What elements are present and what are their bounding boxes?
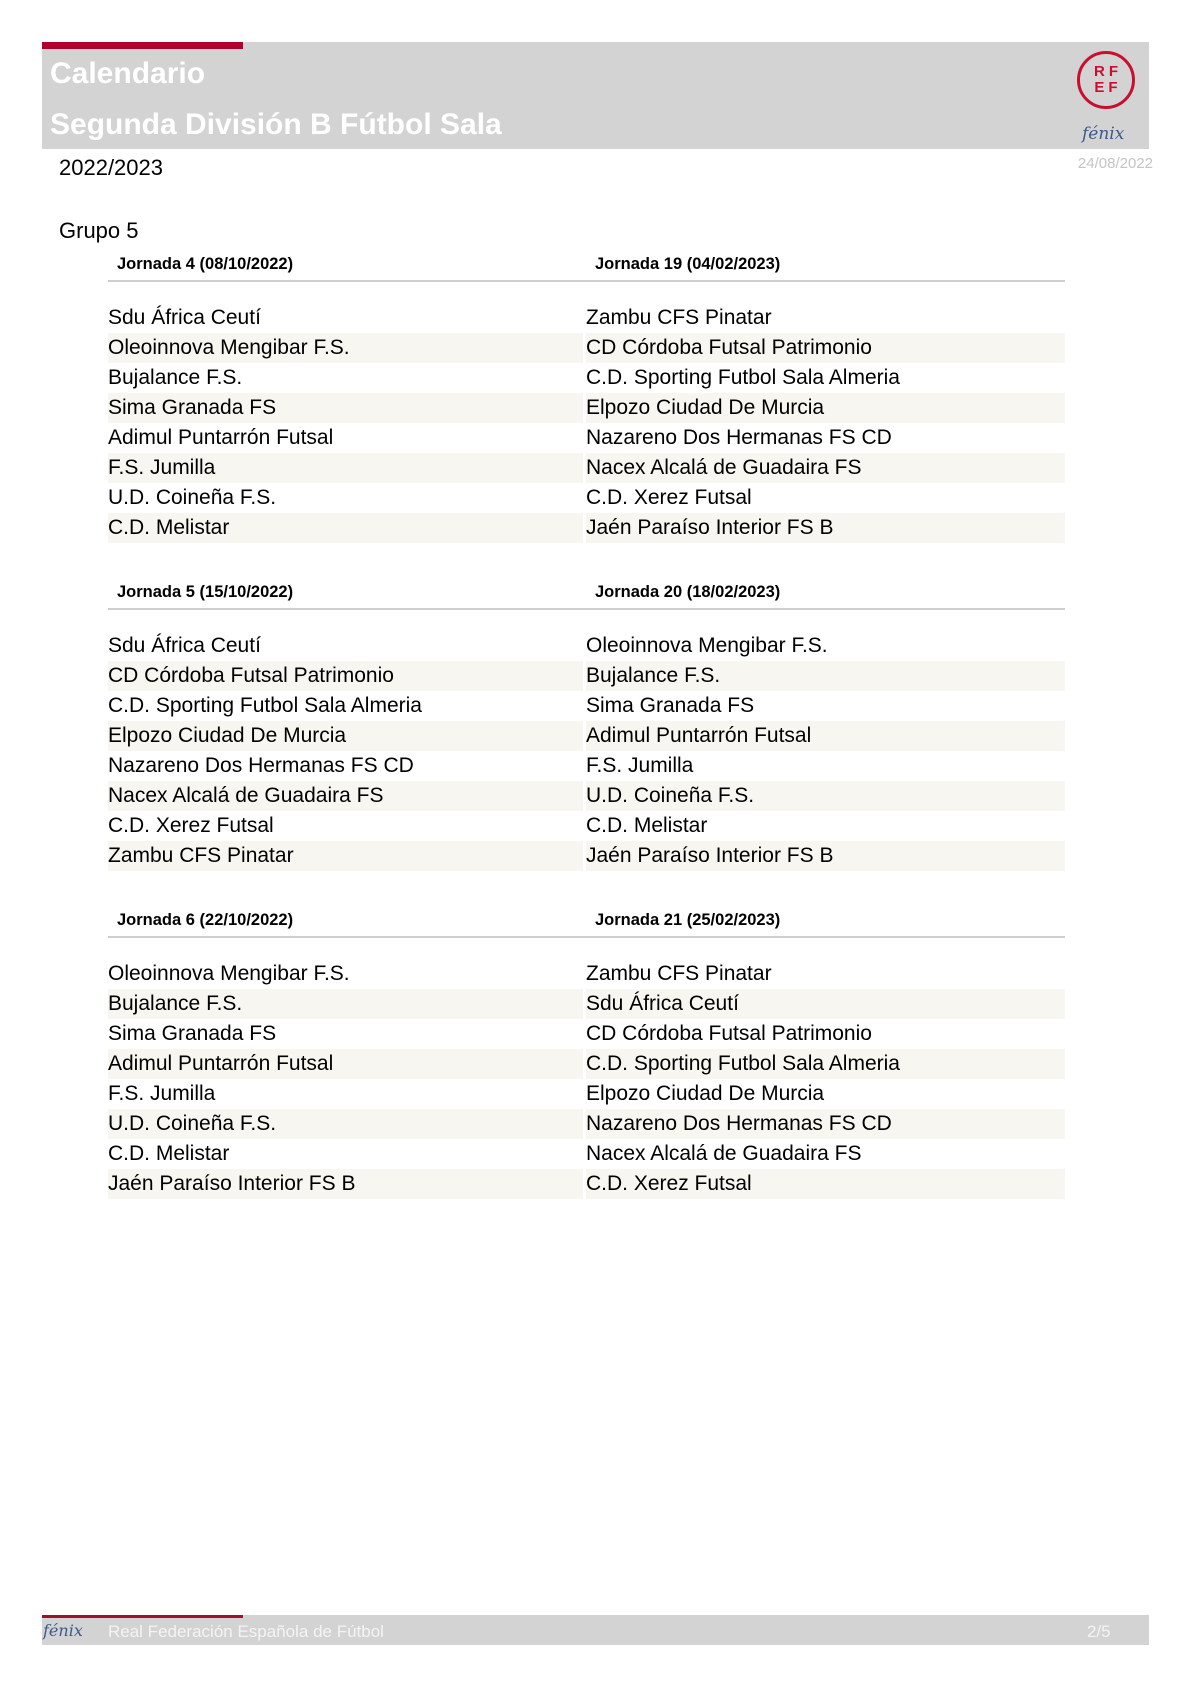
page-title: Calendario bbox=[50, 57, 206, 90]
match-list bbox=[108, 631, 1065, 871]
away-team: C.D. Sporting Futbol Sala Almeria bbox=[586, 1049, 1065, 1079]
match-row bbox=[108, 1169, 1065, 1199]
home-team: Sima Granada FS bbox=[108, 1022, 277, 1045]
home-team: Oleoinnova Mengibar F.S. bbox=[108, 962, 350, 985]
jornada-title-second-leg: Jornada 19 (04/02/2023) bbox=[595, 255, 781, 273]
away-team: Nacex Alcalá de Guadaira FS bbox=[586, 1142, 862, 1165]
jornada-block bbox=[108, 908, 1065, 1199]
fenix-footer-logo: fénix bbox=[43, 1621, 83, 1640]
competition-title: Segunda División B Fútbol Sala bbox=[50, 108, 502, 141]
match-row bbox=[108, 1139, 1065, 1169]
match-row bbox=[108, 1049, 1065, 1079]
rfef-logo-icon bbox=[1077, 51, 1135, 109]
home-team: Bujalance F.S. bbox=[108, 366, 243, 389]
home-team: Adimul Puntarrón Futsal bbox=[108, 1049, 583, 1079]
page-number: 2/5 bbox=[1087, 1622, 1111, 1641]
jornada-title-first-leg: Jornada 6 (22/10/2022) bbox=[117, 911, 294, 929]
home-team: F.S. Jumilla bbox=[108, 1082, 216, 1105]
match-row bbox=[108, 989, 1065, 1019]
home-team: Bujalance F.S. bbox=[108, 989, 583, 1019]
home-team: Elpozo Ciudad De Murcia bbox=[108, 721, 583, 751]
header-accent-stripe bbox=[42, 42, 243, 49]
match-row bbox=[108, 781, 1065, 811]
home-team: C.D. Sporting Futbol Sala Almeria bbox=[108, 694, 422, 717]
match-row bbox=[108, 333, 1065, 363]
match-row bbox=[108, 453, 1065, 483]
away-team: U.D. Coineña F.S. bbox=[586, 781, 1065, 811]
away-team: Zambu CFS Pinatar bbox=[586, 306, 772, 329]
jornada-header bbox=[108, 908, 1065, 938]
away-team: Jaén Paraíso Interior FS B bbox=[586, 841, 1065, 871]
away-team: Elpozo Ciudad De Murcia bbox=[586, 1082, 825, 1105]
home-team: Zambu CFS Pinatar bbox=[108, 841, 583, 871]
home-team: Oleoinnova Mengibar F.S. bbox=[108, 333, 583, 363]
match-row bbox=[108, 841, 1065, 871]
away-team: Sima Granada FS bbox=[586, 694, 755, 717]
match-list bbox=[108, 959, 1065, 1199]
group-label: Grupo 5 bbox=[59, 218, 139, 243]
match-row bbox=[108, 959, 1065, 989]
fenix-logo: fénix bbox=[1082, 124, 1125, 144]
logo-text-bottom: EF bbox=[1094, 79, 1122, 96]
match-row bbox=[108, 691, 1065, 721]
match-row bbox=[108, 1109, 1065, 1139]
away-team: C.D. Xerez Futsal bbox=[586, 486, 752, 509]
away-team: Bujalance F.S. bbox=[586, 661, 1065, 691]
jornada-block bbox=[108, 252, 1065, 543]
home-team: F.S. Jumilla bbox=[108, 453, 583, 483]
jornada-block bbox=[108, 580, 1065, 871]
away-team: C.D. Sporting Futbol Sala Almeria bbox=[586, 366, 900, 389]
jornada-title-first-leg: Jornada 4 (08/10/2022) bbox=[117, 255, 294, 273]
away-team: CD Córdoba Futsal Patrimonio bbox=[586, 333, 1065, 363]
home-team: Jaén Paraíso Interior FS B bbox=[108, 1169, 583, 1199]
print-date: 24/08/2022 bbox=[1077, 155, 1153, 172]
jornada-header bbox=[108, 252, 1065, 282]
away-team: Adimul Puntarrón Futsal bbox=[586, 721, 1065, 751]
home-team: C.D. Melistar bbox=[108, 513, 583, 543]
home-team: Sima Granada FS bbox=[108, 393, 583, 423]
away-team: Jaén Paraíso Interior FS B bbox=[586, 513, 1065, 543]
home-team: Nacex Alcalá de Guadaira FS bbox=[108, 781, 583, 811]
away-team: F.S. Jumilla bbox=[586, 754, 694, 777]
jornada-title-first-leg: Jornada 5 (15/10/2022) bbox=[117, 583, 294, 601]
home-team: U.D. Coineña F.S. bbox=[108, 486, 277, 509]
match-row bbox=[108, 513, 1065, 543]
away-team: CD Córdoba Futsal Patrimonio bbox=[586, 1022, 872, 1045]
home-team: Sdu África Ceutí bbox=[108, 306, 261, 329]
footer-accent-stripe bbox=[42, 1615, 243, 1618]
away-team: Nacex Alcalá de Guadaira FS bbox=[586, 453, 1065, 483]
logo-text-top: RF bbox=[1094, 63, 1122, 80]
away-team: Oleoinnova Mengibar F.S. bbox=[586, 634, 828, 657]
match-list bbox=[108, 303, 1065, 543]
away-team: Elpozo Ciudad De Murcia bbox=[586, 393, 1065, 423]
home-team: Sdu África Ceutí bbox=[108, 634, 261, 657]
match-row bbox=[108, 721, 1065, 751]
away-team: Zambu CFS Pinatar bbox=[586, 962, 772, 985]
away-team: Nazareno Dos Hermanas FS CD bbox=[586, 1109, 1065, 1139]
away-team: Nazareno Dos Hermanas FS CD bbox=[586, 426, 892, 449]
jornada-title-second-leg: Jornada 21 (25/02/2023) bbox=[595, 911, 781, 929]
match-row bbox=[108, 393, 1065, 423]
away-team: C.D. Xerez Futsal bbox=[586, 1169, 1065, 1199]
match-row bbox=[108, 631, 1065, 661]
match-row bbox=[108, 1019, 1065, 1049]
match-row bbox=[108, 1079, 1065, 1109]
federation-name: Real Federación Española de Fútbol bbox=[108, 1622, 384, 1641]
home-team: Adimul Puntarrón Futsal bbox=[108, 426, 334, 449]
match-row bbox=[108, 661, 1065, 691]
jornada-header bbox=[108, 580, 1065, 610]
match-row bbox=[108, 303, 1065, 333]
match-row bbox=[108, 483, 1065, 513]
match-row bbox=[108, 751, 1065, 781]
home-team: U.D. Coineña F.S. bbox=[108, 1109, 583, 1139]
jornada-title-second-leg: Jornada 20 (18/02/2023) bbox=[595, 583, 781, 601]
away-team: Sdu África Ceutí bbox=[586, 989, 1065, 1019]
match-row bbox=[108, 811, 1065, 841]
match-row bbox=[108, 363, 1065, 393]
away-team: C.D. Melistar bbox=[586, 814, 708, 837]
match-row bbox=[108, 423, 1065, 453]
season-label: 2022/2023 bbox=[59, 155, 163, 180]
home-team: CD Córdoba Futsal Patrimonio bbox=[108, 661, 583, 691]
home-team: C.D. Xerez Futsal bbox=[108, 814, 274, 837]
home-team: Nazareno Dos Hermanas FS CD bbox=[108, 754, 414, 777]
home-team: C.D. Melistar bbox=[108, 1142, 230, 1165]
